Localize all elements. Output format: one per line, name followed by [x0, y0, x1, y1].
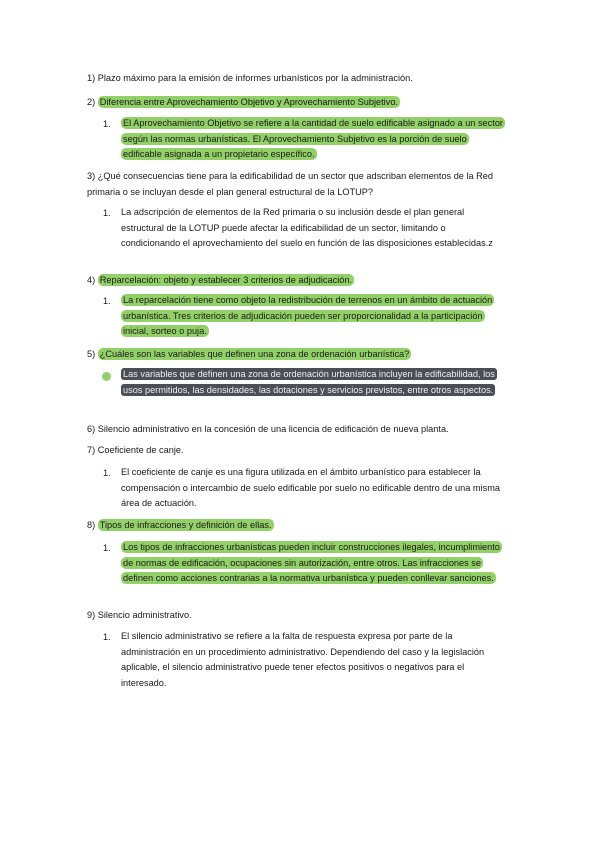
answer-5-highlight: Las variables que definen una zona de ordenación urbanística incluyen la edificabilidad, los usos permitidos, las densidades, las dotaciones y servicios previstos, entre otros aspectos.	[123, 369, 495, 395]
question-2-highlight: Diferencia entre Aprovechamiento Objetivo y Aprovechamiento Subjetivo.	[99, 97, 398, 107]
question-4-number: 4)	[87, 275, 98, 285]
answer-4-marker: 1.	[103, 296, 111, 306]
answer-7-marker: 1.	[103, 468, 111, 478]
answer-4-highlight: La reparcelación tiene como objeto la redistribución de terrenos en un ámbito de actuación urbanística. Tres criterios de adjudicación pueden ser proporcionalidad a la participación inicial, sorteo o puja.	[123, 295, 493, 336]
answer-9: El silencio administrativo se refiere a la falta de respuesta expresa por parte de la administración en un procedimiento administrativo. Dependiendo del caso y la legislación aplicable, el silencio administrativo puede tener efectos positivos o negativos para el interesado.	[121, 631, 485, 688]
question-9: 9) Silencio administrativo.	[87, 610, 192, 620]
answer-9-marker: 1.	[103, 632, 111, 642]
answer-8-highlight: Los tipos de infracciones urbanísticas pueden incluir construcciones ilegales, incumplimiento de normas de edificación, ocupaciones sin autorización, entre otros. Las infracciones se definen como acciones contrarias a la normativa urbanística y pueden conllevar sanciones.	[123, 542, 500, 583]
answer-5	[121, 367, 507, 398]
answer-2-marker: 1.	[103, 119, 111, 129]
question-4-highlight: Reparcelación: objeto y establecer 3 criterios de adjudicación.	[99, 275, 353, 285]
answer-2	[121, 116, 507, 163]
question-5-highlight: ¿Cuáles son las variables que definen una zona de ordenación urbanística?	[99, 349, 410, 359]
question-2-number: 2)	[87, 97, 98, 107]
question-4	[87, 272, 354, 288]
question-8-number: 8)	[87, 520, 98, 530]
question-8	[87, 517, 274, 533]
answer-8-marker: 1.	[103, 543, 111, 553]
question-3: 3) ¿Qué consecuencias tiene para la edificabilidad de un sector que adscriban elementos de la Red primaria o se incluyan desde el plan general estructural de la LOTUP?	[87, 171, 494, 197]
answer-3-marker: 1.	[103, 208, 111, 218]
question-7: 7) Coeficiente de canje.	[87, 445, 184, 455]
question-2	[87, 94, 400, 110]
question-1: 1) Plazo máximo para la emisión de informes urbanísticos por la administración.	[87, 73, 413, 83]
answer-3: La adscripción de elementos de la Red primaria o su inclusión desde el plan general estructural de la LOTUP puede afectar la edificabilidad de un sector, limitando o condicionando el aprovechamiento del suelo en función de las disposiciones establecidas.z	[121, 207, 493, 248]
answer-8	[121, 540, 507, 587]
question-6: 6) Silencio administrativo en la concesión de una licencia de edificación de nueva planta.	[87, 424, 449, 434]
question-5	[87, 346, 411, 362]
question-8-highlight: Tipos de infracciones y definición de ellas.	[99, 520, 272, 530]
answer-7: El coeficiente de canje es una figura utilizada en el ámbito urbanístico para establecer la compensación o intercambio de suelo edificable por suelo no edificable dentro de una misma área de actuación.	[121, 467, 500, 508]
answer-4	[121, 293, 507, 340]
question-5-number: 5)	[87, 349, 98, 359]
answer-2-highlight: El Aprovechamiento Objetivo se refiere a la cantidad de suelo edificable asignado a un sector según las normas urbanísticas. El Aprovechamiento Subjetivo es la porción de suelo edificable asignada a un propietario específico.	[123, 118, 503, 159]
bullet-icon	[102, 372, 111, 381]
